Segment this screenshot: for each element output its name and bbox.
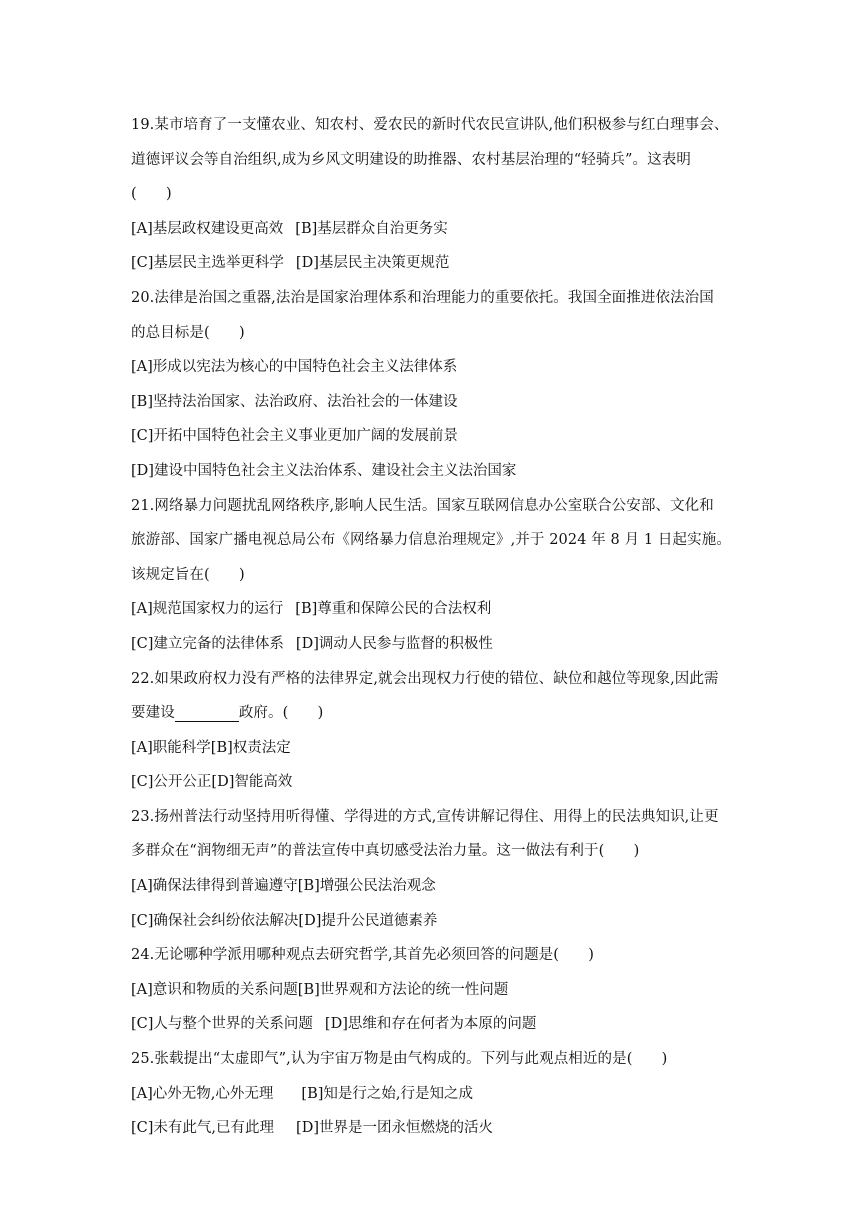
option-c[interactable]: [C]公开公正 xyxy=(131,774,212,791)
question-19 xyxy=(131,108,741,281)
option-row xyxy=(131,1007,741,1042)
question-stem-line: 25.张载提出“太虚即气”,认为宇宙万物是由气构成的。下列与此观点相近的是( ) xyxy=(131,1051,668,1068)
option-row xyxy=(131,731,741,766)
question-21 xyxy=(131,489,741,662)
question-stem-line: 21.网络暴力问题扰乱网络秩序,影响人民生活。国家互联网信息办公室联合公安部、文化和 xyxy=(131,497,714,514)
option-row xyxy=(131,246,741,281)
question-stem-line: 24.无论哪种学派用哪种观点去研究哲学,其首先必须回答的问题是( ) xyxy=(131,947,594,964)
question-stem-line-with-blank xyxy=(131,696,741,731)
question-stem-line: 道德评议会等自治组织,成为乡风文明建设的助推器、农村基层治理的“轻骑兵”。这表明 xyxy=(131,151,691,168)
option-row xyxy=(131,904,741,939)
option-d[interactable]: [D]提升公民道德素养 xyxy=(298,912,438,929)
question-stem-line: 23.扬州普法行动坚持用听得懂、学得进的方式,宣传讲解记得住、用得上的民法典知识,让更 xyxy=(131,808,719,825)
question-stem-line: 多群众在“润物细无声”的普法宣传中真切感受法治力量。这一做法有利于( ) xyxy=(131,843,640,860)
option-row xyxy=(131,592,741,627)
option-b[interactable]: [B]基层群众自治更务实 xyxy=(295,220,448,237)
question-list xyxy=(131,108,741,1146)
stem-text-before-blank: 要建设 xyxy=(131,705,175,722)
option-c[interactable]: [C]开拓中国特色社会主义事业更加广阔的发展前景 xyxy=(131,428,458,445)
option-b[interactable]: [B]权责法定 xyxy=(210,739,291,756)
option-c[interactable]: [C]确保社会纠纷依法解决 xyxy=(131,912,299,929)
question-22 xyxy=(131,662,741,800)
question-25 xyxy=(131,1042,741,1146)
option-row xyxy=(131,765,741,800)
question-24 xyxy=(131,938,741,1042)
option-b[interactable]: [B]知是行之始,行是知之成 xyxy=(301,1085,473,1102)
option-row xyxy=(131,973,741,1008)
question-stem-line: 20.法律是治国之重器,法治是国家治理体系和治理能力的重要依托。我国全面推进依法治国 xyxy=(131,289,714,306)
option-b[interactable]: [B]世界观和方法论的统一性问题 xyxy=(297,981,509,998)
option-a[interactable]: [A]基层政权建设更高效 xyxy=(131,220,284,237)
question-stem-line: 19.某市培育了一支懂农业、知农村、爱农民的新时代农民宣讲队,他们积极参与红白理事会、 xyxy=(131,117,729,133)
option-a[interactable]: [A]意识和物质的关系问题 xyxy=(131,981,298,998)
option-b[interactable]: [B]坚持法治国家、法治政府、法治社会的一体建设 xyxy=(131,393,458,410)
option-d[interactable]: [D]世界是一团永恒燃烧的活火 xyxy=(296,1120,493,1137)
option-row xyxy=(131,1077,741,1112)
option-b[interactable]: [B]尊重和保障公民的合法权利 xyxy=(295,601,492,618)
question-stem-line: 22.如果政府权力没有严格的法律界定,就会出现权力行使的错位、缺位和越位等现象,因此需 xyxy=(131,670,719,687)
option-a[interactable]: [A]规范国家权力的运行 xyxy=(131,601,284,618)
option-row xyxy=(131,1111,741,1146)
option-d[interactable]: [D]智能高效 xyxy=(211,774,293,791)
option-b[interactable]: [B]增强公民法治观念 xyxy=(297,878,436,895)
option-d[interactable]: [D]思维和存在何者为本原的问题 xyxy=(324,1016,537,1033)
question-23 xyxy=(131,800,741,938)
option-d[interactable]: [D]调动人民参与监督的积极性 xyxy=(295,635,493,652)
question-stem-line: 旅游部、国家广播电视总局公布《网络暴力信息治理规定》,并于 2024 年 8 月 1 日起实施。 xyxy=(131,532,731,549)
option-a[interactable]: [A]职能科学 xyxy=(131,739,211,756)
option-a[interactable]: [A]心外无物,心外无理 xyxy=(131,1085,274,1102)
option-a[interactable]: [A]确保法律得到普遍遵守 xyxy=(131,878,298,895)
option-d[interactable]: [D]基层民主决策更规范 xyxy=(295,255,450,272)
fill-in-blank[interactable] xyxy=(175,705,239,722)
option-c[interactable]: [C]建立完备的法律体系 xyxy=(131,635,284,652)
question-stem-line: 该规定旨在( ) xyxy=(131,566,245,583)
option-row xyxy=(131,212,741,247)
stem-text-after-blank: 政府。( ) xyxy=(238,705,324,722)
option-d[interactable]: [D]建设中国特色社会主义法治体系、建设社会主义法治国家 xyxy=(131,462,517,479)
question-stem-line: ( ) xyxy=(131,186,172,203)
option-c[interactable]: [C]人与整个世界的关系问题 xyxy=(131,1016,313,1033)
question-stem-line: 的总目标是( ) xyxy=(131,324,245,341)
option-row xyxy=(131,627,741,662)
option-c[interactable]: [C]未有此气,已有此理 xyxy=(131,1120,275,1137)
option-row xyxy=(131,869,741,904)
question-20 xyxy=(131,281,741,489)
option-c[interactable]: [C]基层民主选举更科学 xyxy=(131,255,284,272)
option-a[interactable]: [A]形成以宪法为核心的中国特色社会主义法律体系 xyxy=(131,359,458,376)
